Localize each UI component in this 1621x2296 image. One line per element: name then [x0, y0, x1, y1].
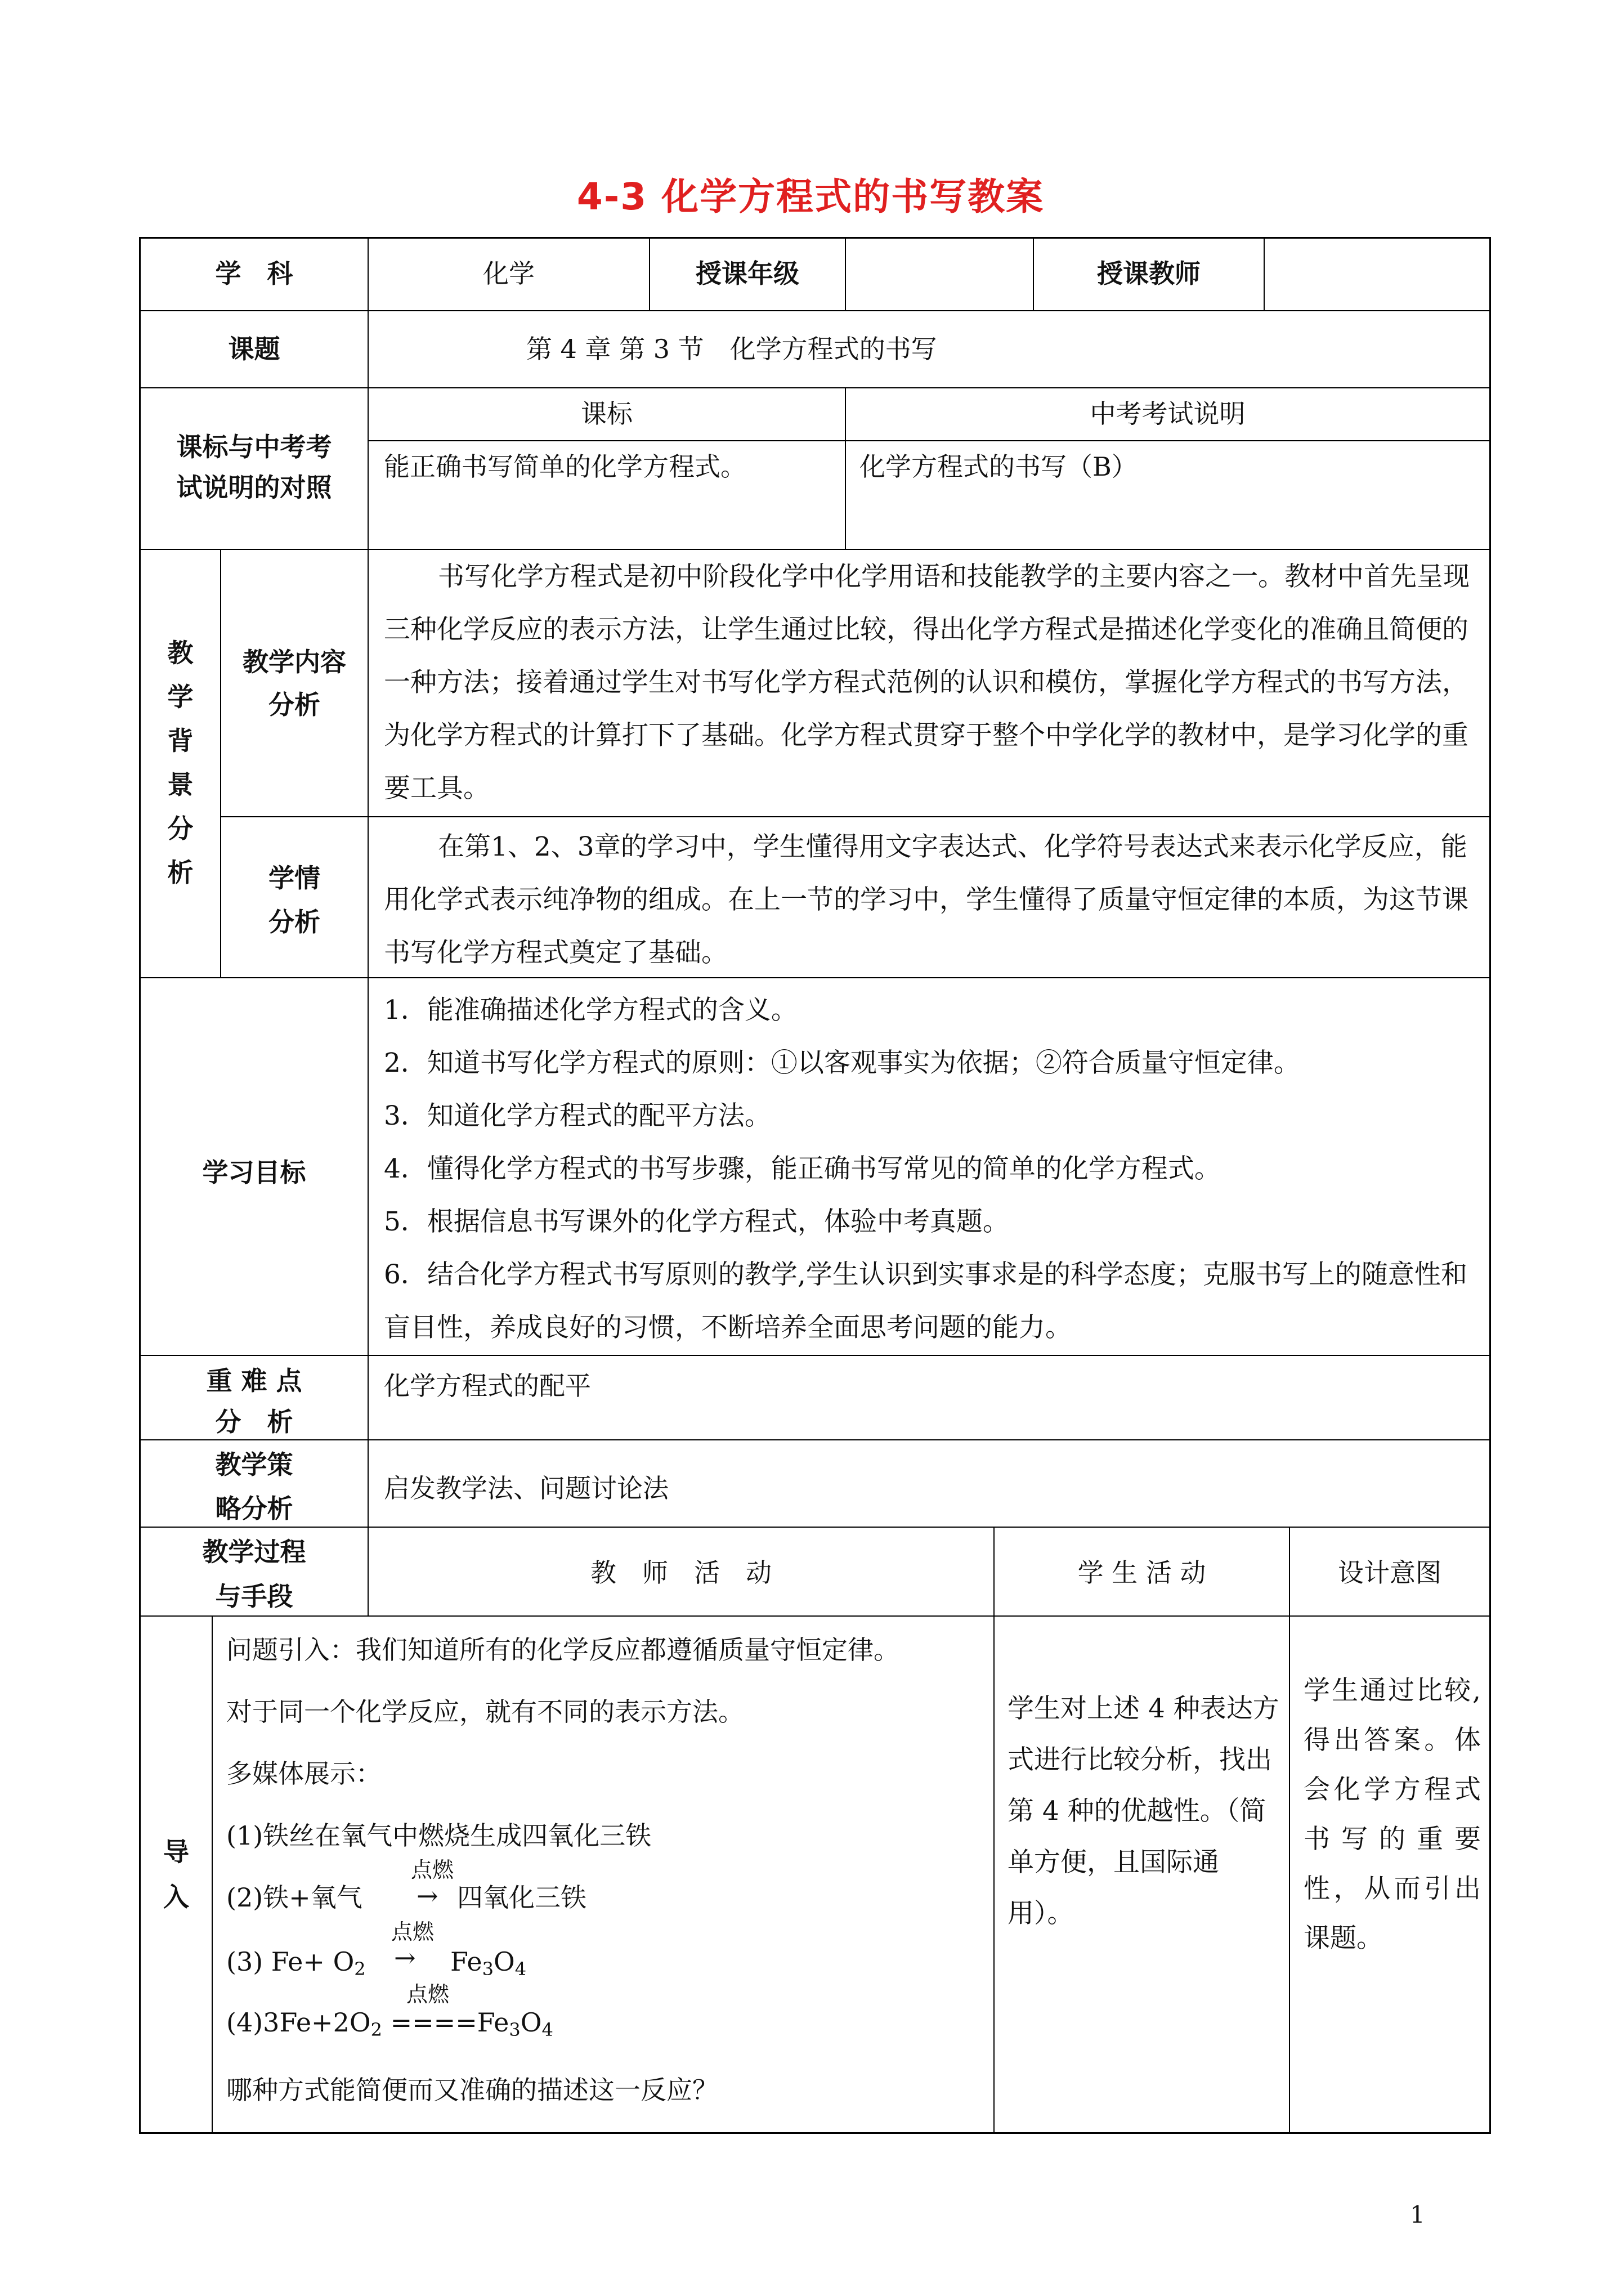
objective-item: 5．根据信息书写课外的化学方程式，体验中考真题。: [384, 1206, 1009, 1237]
background-char: 分: [167, 813, 194, 844]
intro-label-char: 导: [163, 1837, 189, 1867]
standards-col2-value: 化学方程式的书写（B）: [859, 451, 1138, 482]
table-border-right: [1489, 237, 1491, 2134]
eq3-sub: 2: [354, 1958, 366, 1980]
col-line: [993, 1527, 995, 2133]
content-analysis-label-line2: 分析: [268, 690, 320, 720]
topic-value: 第 4 章 第 3 节 化学方程式的书写: [526, 334, 937, 364]
background-char: 学: [167, 682, 194, 712]
row-line: [139, 1439, 1491, 1440]
reaction-condition: 点燃: [391, 1919, 435, 1944]
objective-item: 3．知道化学方程式的配平方法。: [384, 1100, 771, 1131]
eq4-equals: ====Fe: [390, 2007, 509, 2038]
content-analysis-label-line1: 教学内容: [243, 647, 346, 677]
intro-label-char: 入: [163, 1882, 189, 1912]
standards-col2-header: 中考考试说明: [1090, 399, 1246, 429]
row-line: [369, 440, 1490, 441]
grade-label: 授课年级: [696, 258, 799, 289]
eq3-right: Fe: [450, 1946, 482, 1977]
col-line: [1264, 237, 1265, 311]
col-line: [212, 1615, 213, 2133]
background-char: 教: [167, 638, 194, 668]
intro-question-line: 问题引入：我们知道所有的化学反应都遵循质量守恒定律。: [226, 1635, 899, 1665]
col-line: [845, 237, 846, 311]
student-activity-header: 学 生 活 动: [1077, 1557, 1206, 1588]
intro-question-line: 对于同一个化学反应，就有不同的表示方法。: [226, 1697, 744, 1727]
strategy-value: 启发教学法、问题讨论法: [384, 1473, 669, 1503]
standards-label-line2: 试说明的对照: [176, 472, 332, 503]
eq4-sub: 3: [509, 2019, 521, 2040]
teacher-activity-header: 教 师 活 动: [590, 1557, 772, 1588]
intro-eq3-product: [450, 1945, 526, 1979]
key-points-value: 化学方程式的配平: [384, 1371, 591, 1401]
background-char: 背: [167, 726, 194, 756]
row-line: [139, 1527, 1491, 1528]
row-line: [221, 816, 1490, 817]
arrow-icon: →: [417, 1881, 438, 1911]
objective-item: 1．能准确描述化学方程式的含义。: [384, 995, 798, 1026]
strategy-label-line2: 略分析: [215, 1493, 293, 1524]
intro-student-activity: 学生对上述 4 种表达方式进行比较分析，找出第 4 种的优越性。（简单方便，且国际通用）。: [1007, 1693, 1279, 1929]
intro-final-question: 哪种方式能简便而又准确的描述这一反应？: [226, 2075, 718, 2105]
row-line: [139, 387, 1491, 388]
intro-eq1: (1)铁丝在氧气中燃烧生成四氧化三铁: [226, 1820, 652, 1851]
intro-eq3: [226, 1945, 366, 1979]
background-group-label: [141, 636, 220, 889]
col-line: [368, 977, 369, 1355]
eq4-right: O: [520, 2007, 542, 2038]
strategy-label-line1: 教学策: [215, 1449, 293, 1480]
eq3-sub: 4: [514, 1958, 527, 1980]
eq3-sub: 3: [482, 1958, 494, 1980]
standards-col1-header: 课标: [581, 399, 633, 429]
subject-value: 化学: [483, 258, 535, 289]
key-points-label-line2: 分 析: [215, 1407, 293, 1437]
topic-label: 课题: [228, 334, 280, 364]
intro-eq2-right: 四氧化三铁: [457, 1882, 586, 1913]
eq3-left: (3) Fe+ O: [226, 1946, 355, 1977]
objective-item: 6．结合化学方程式书写原则的教学,学生认识到实事求是的科学态度；克服书写上的随意性和盲目性，养成良好的习惯，不断培养全面思考问题的能力。: [384, 1259, 1467, 1343]
intro-eq2-left: (2)铁+氧气: [226, 1882, 362, 1913]
objectives-label: 学习目标: [202, 1157, 306, 1188]
content-analysis-text: 书写化学方程式是初中阶段化学中化学用语和技能教学的主要内容之一。教材中首先呈现三种化学反应的表示方法，让学生通过比较，得出化学方程式是描述化学变化的准确且简便的一种方法；接着通过学生对书写化学方程式范例的认识和模仿，掌握化学方程式的书写方法，为化学方程式的计算打下了基础。化学方程式贯穿于整个中学化学的教材中，是学习化学的重要工具。: [384, 561, 1470, 804]
standards-col1-value: 能正确书写简单的化学方程式。: [384, 451, 746, 482]
table-border-top: [139, 237, 1491, 239]
intro-design-intent: 学生通过比较,得出答案。体会化学方程式书写的重要性，从而引出课题。: [1304, 1675, 1481, 1954]
eq3-right2: O: [493, 1946, 515, 1977]
teacher-label: 授课教师: [1097, 258, 1201, 289]
process-label-line1: 教学过程: [202, 1537, 306, 1567]
background-char: 景: [167, 769, 194, 800]
eq4-sub: 4: [541, 2019, 553, 2040]
reaction-condition: 点燃: [411, 1858, 454, 1882]
eq4-left: (4)3Fe+2O: [226, 2007, 371, 2038]
student-analysis-text: 在第1、2、3章的学习中，学生懂得用文字表达式、化学符号表达式来表示化学反应，能用化学式表示纯净物的组成。在上一节的学习中，学生懂得了质量守恒定律的本质，为这节课书写化学方程式奠定了基础。: [384, 831, 1468, 968]
student-analysis-label-line1: 学情: [268, 863, 320, 893]
key-points-label-line1: 重 难 点: [206, 1366, 302, 1396]
student-analysis-label-line2: 分析: [268, 907, 320, 937]
document-title: 4-3 化学方程式的书写教案: [576, 175, 1045, 218]
intro-media-label: 多媒体展示：: [226, 1758, 382, 1789]
page-number: 1: [1410, 2201, 1425, 2228]
intro-eq4: [226, 2006, 553, 2039]
subject-label: 学 科: [215, 258, 293, 289]
row-line: [139, 310, 1491, 311]
eq4-sub: 2: [370, 2019, 382, 2040]
table-border-bottom: [139, 2132, 1491, 2134]
objective-item: 4．懂得化学方程式的书写步骤，能正确书写常见的简单的化学方程式。: [384, 1153, 1221, 1184]
objective-item: 2．知道书写化学方程式的原则：①以客观事实为依据；②符合质量守恒定律。: [384, 1048, 1300, 1078]
design-intent-header: 设计意图: [1338, 1557, 1441, 1588]
background-char: 析: [167, 857, 194, 888]
arrow-icon: →: [394, 1943, 416, 1973]
row-line: [139, 1615, 1491, 1617]
objectives-list: [384, 984, 1476, 1354]
reaction-condition: 点燃: [406, 1982, 450, 2007]
col-line: [1289, 1527, 1290, 2133]
row-line: [139, 1355, 1491, 1356]
process-label-line2: 与手段: [215, 1581, 293, 1612]
standards-label-line1: 课标与中考考: [176, 432, 332, 462]
row-line: [139, 549, 1491, 550]
